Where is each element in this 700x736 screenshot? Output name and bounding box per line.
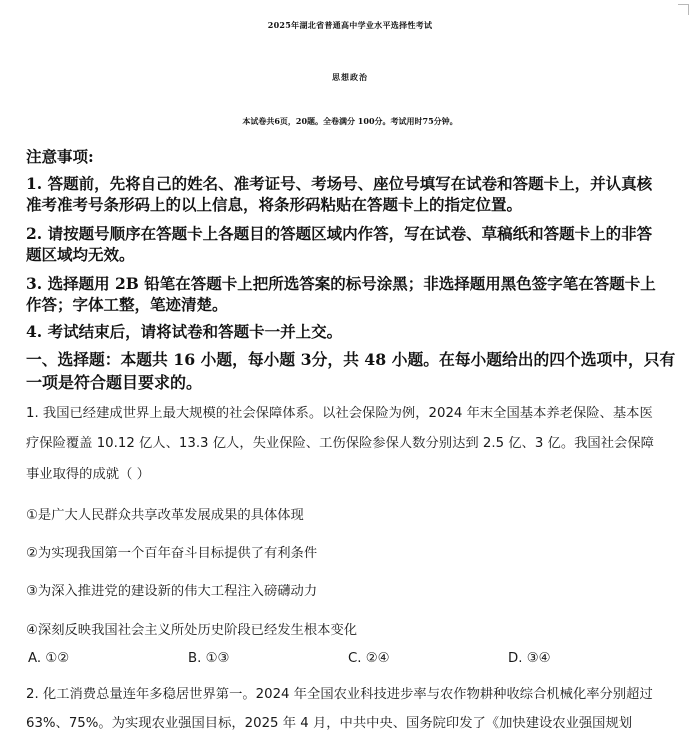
corner-crop-mark [678,4,689,15]
q1-stem-line-1: 1. 我国已经建成世界上最大规模的社会保障体系。以社会保险为例，2024 年末全国基本养老保险、基本医 [26,406,653,421]
exam-title: 2025年湖北省普通高中学业水平选择性考试 [267,20,433,30]
notice-item-3-line-1: 3. 选择题用 2B 铅笔在答题卡上把所选答案的标号涂黑；非选择题用黑色签字笔在答题卡上 [26,274,656,293]
q1-choice-a: A. ①② [28,651,70,666]
exam-info: 本试卷共6页，20题。全卷满分 100分。考试用时75分钟。 [242,116,458,126]
q1-choice-d: D. ③④ [508,651,551,666]
section-heading-line-2: 一项是符合题目要求的。 [26,373,203,392]
q1-option-3: ③为深入推进党的建设新的伟大工程注入磅礴动力 [26,584,318,599]
subject-title: 思想政治 [332,72,368,82]
q1-option-1: ①是广大人民群众共享改革发展成果的具体体现 [26,508,304,523]
notice-heading: 注意事项: [26,147,94,166]
q1-option-4: ④深刻反映我国社会主义所处历史阶段已经发生根本变化 [26,623,358,638]
q1-choice-c: C. ②④ [348,651,390,666]
q1-choice-b: B. ①③ [188,651,230,666]
notice-item-3-line-2: 作答；字体工整，笔迹清楚。 [26,295,228,314]
notice-item-1-line-2: 准考准考号条形码上的以上信息，将条形码粘贴在答题卡上的指定位置。 [26,195,523,214]
notice-item-2-line-2: 题区域均无效。 [26,245,135,264]
q1-option-2: ②为实现我国第一个百年奋斗目标提供了有利条件 [26,546,318,561]
q1-stem-line-3: 事业取得的成就（ ） [26,467,150,482]
q1-stem-line-2: 疗保险覆盖 10.12 亿人、13.3 亿人，失业保险、工伤保险参保人数分别达到 2.5 亿、3 亿。我国社会保障 [26,436,654,451]
notice-item-4: 4. 考试结束后，请将试卷和答题卡一并上交。 [26,322,343,341]
notice-item-1-line-1: 1. 答题前，先将自己的姓名、准考证号、考场号、座位号填写在试卷和答题卡上，并认真核 [26,174,653,193]
q2-stem-line-2: 63%、75%。为实现农业强国目标，2025 年 4 月，中共中央、国务院印发了《加快建设农业强国规划 [26,716,633,731]
notice-item-2-line-1: 2. 请按题号顺序在答题卡上各题目的答题区域内作答，写在试卷、草稿纸和答题卡上的非答 [26,224,653,243]
q2-stem-line-1: 2. 化工消费总量连年多稳居世界第一。2024 年全国农业科技进步率与农作物耕种收综合机械化率分别超过 [26,687,653,702]
section-heading-line-1: 一、选择题：本题共 16 小题，每小题 3分，共 48 小题。在每小题给出的四个选项中，只有 [26,350,676,369]
